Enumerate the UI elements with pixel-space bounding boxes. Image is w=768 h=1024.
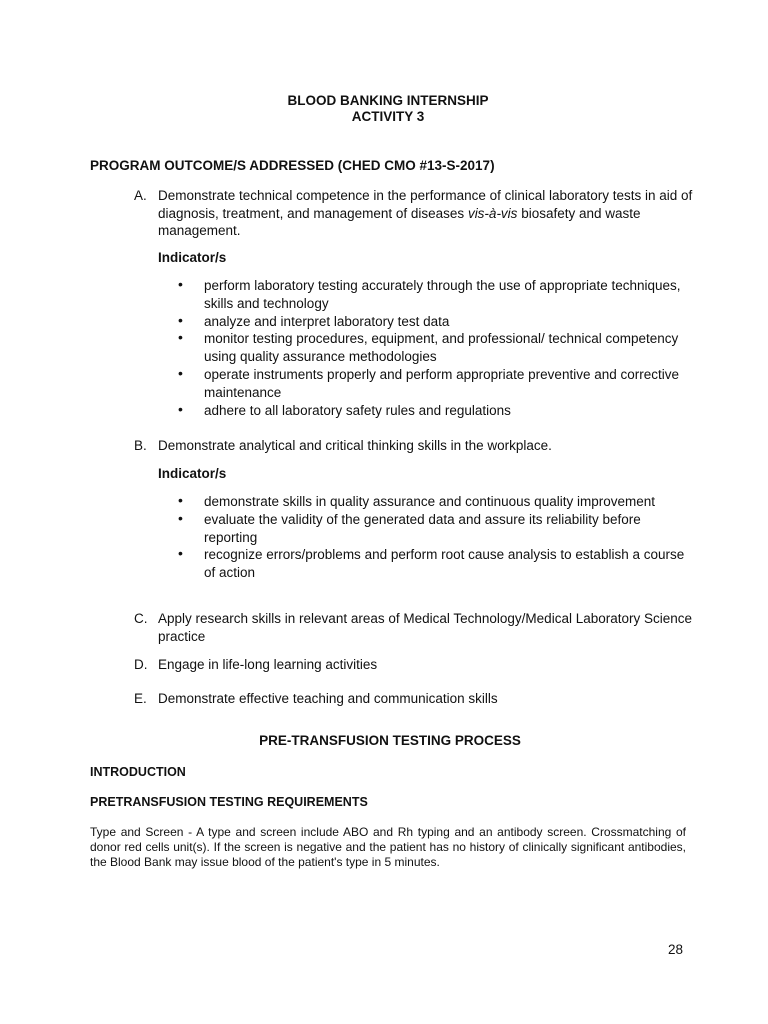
list-item [178,330,688,366]
program-outcome-heading: PROGRAM OUTCOME/S ADDRESSED (CHED CMO #13-S-2017) [90,158,495,173]
indicator-heading-a: Indicator/s [158,250,227,265]
introduction-heading: INTRODUCTION [90,765,186,779]
list-item [178,313,688,331]
list-item [178,493,688,511]
title-line-2: ACTIVITY 3 [351,109,425,124]
bullet-icon: • [178,492,183,508]
outcome-c [134,610,694,645]
outcome-text-part: biosafety and waste management. [158,205,641,238]
outcome-letter: E. [134,691,147,706]
outcome-letter: D. [134,657,148,672]
outcome-text: Demonstrate analytical and critical thinking skills in the workplace. [158,438,552,453]
outcome-text-part: Demonstrate technical competence in the performance of clinical laboratory tests in aid of diagnosis, treatment, and management of diseases [158,188,693,221]
outcome-text: Demonstrate effective teaching and communication skills [158,691,498,706]
bullet-icon: • [178,311,183,328]
outcome-e [134,690,694,708]
document-title [0,93,768,125]
section-heading: PRE-TRANSFUSION TESTING PROCESS [259,733,521,748]
list-item-text: operate instruments properly and perform appropriate preventive and corrective maintenance [204,366,679,400]
outcome-text-italic: vis-à-vis [467,205,518,221]
outcome-letter: C. [134,611,148,626]
outcome-letter: A. [134,188,147,203]
indicator-list-a [178,277,688,419]
list-item-text: evaluate the validity of the generated data and assure its reliability before reporting [204,511,641,545]
bullet-icon: • [178,276,183,292]
list-item-text: demonstrate skills in quality assurance and continuous quality improvement [204,494,655,509]
outcome-b [134,437,694,455]
list-item-text: perform laboratory testing accurately through the use of appropriate techniques, skills and technology [204,278,681,311]
list-item-text: monitor testing procedures, equipment, and professional/ technical competency using quality assurance methodologies [204,331,679,365]
outcome-letter: B. [134,438,147,453]
list-item-text: analyze and interpret laboratory test data [204,313,450,329]
indicator-list-b [178,493,688,582]
bullet-icon: • [178,509,183,526]
bullet-icon: • [178,329,183,346]
page-number: 28 [668,942,684,957]
body-paragraph: Type and Screen - A type and screen include ABO and Rh typing and an antibody screen. Crossmatching of donor red cells unit(s). If the screen is negative and the patient has no history of clinically significant antibodies, the Blood Bank may issue blood of the patient's type in 5 minutes. [90,825,686,870]
bullet-icon: • [178,364,183,381]
list-item [178,511,688,547]
outcome-d [134,656,694,674]
outcome-a [134,187,694,240]
list-item [178,402,688,420]
outcome-text: Engage in life-long learning activities [158,657,378,672]
bullet-icon: • [178,400,183,417]
indicator-heading-b: Indicator/s [158,466,227,481]
title-line-1: BLOOD BANKING INTERNSHIP [287,93,489,108]
list-item [178,366,688,402]
list-item-text: recognize errors/problems and perform root cause analysis to establish a course of action [204,547,685,581]
bullet-icon: • [178,545,183,562]
outcome-text: Apply research skills in relevant areas of Medical Technology/Medical Laboratory Science practice [158,611,693,644]
outcome-text [158,187,694,240]
requirements-heading: PRETRANSFUSION TESTING REQUIREMENTS [90,795,368,809]
list-item-text: adhere to all laboratory safety rules and regulations [204,402,511,418]
list-item [178,277,688,313]
list-item [178,546,688,582]
